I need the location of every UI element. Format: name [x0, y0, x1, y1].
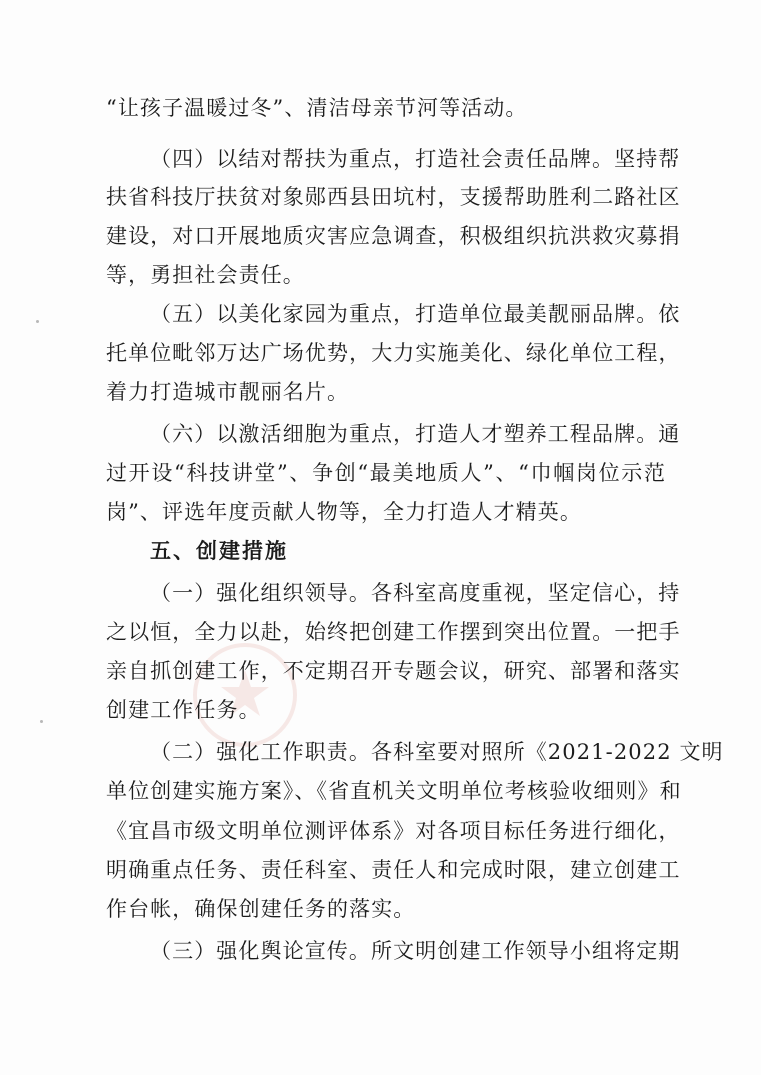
text-line-14: 之以恒，全力以赴，始终把创建工作摆到突出位置。一把手	[106, 620, 681, 644]
text-line-16: 创建工作任务。	[106, 698, 261, 722]
text-line-11: 岗”、评选年度贡献人物等，全力打造人才精英。	[106, 500, 582, 524]
scan-speck	[40, 720, 43, 723]
text-line-5: 等，勇担社会责任。	[106, 263, 305, 287]
text-line-21: 作台帐，确保创建任务的落实。	[106, 897, 416, 921]
faded-seal-stamp	[190, 640, 300, 750]
text-line-18: 单位创建实施方案》、《省直机关文明单位考核验收细则》和	[106, 779, 682, 803]
text-line-1: “让孩子温暖过冬”、清洁母亲节河等活动。	[106, 96, 528, 120]
section-heading: 五、创建措施	[150, 539, 288, 563]
text-line-9: （六）以激活细胞为重点，打造人才塑养工程品牌。通	[150, 422, 681, 446]
text-line-6: （五）以美化家园为重点，打造单位最美靓丽品牌。依	[150, 302, 681, 326]
text-line-3: 扶省科技厅扶贫对象郧西县田坑村，支援帮助胜利二路社区	[106, 185, 681, 209]
text-line-17: （二）强化工作职责。各科室要对照所《2021-2022 文明	[150, 740, 724, 764]
text-line-15: 亲自抓创建工作，不定期召开专题会议，研究、部署和落实	[106, 659, 681, 683]
scan-speck	[36, 320, 39, 323]
text-line-8: 着力打造城市靓丽名片。	[106, 380, 350, 404]
text-line-13: （一）强化组织领导。各科室高度重视，坚定信心，持	[150, 581, 681, 605]
text-line-4: 建设，对口开展地质灾害应急调查，积极组织抗洪救灾募捐	[106, 224, 681, 248]
text-line-22: （三）强化舆论宣传。所文明创建工作领导小组将定期	[150, 939, 681, 963]
text-line-7: 托单位毗邻万达广场优势，大力实施美化、绿化单位工程，	[106, 341, 681, 365]
text-line-19: 《宜昌市级文明单位测评体系》对各项目标任务进行细化，	[106, 819, 681, 843]
text-line-10: 过开设“科技讲堂”、争创“最美地质人”、“巾帼岗位示范	[106, 461, 666, 485]
text-line-20: 明确重点任务、责任科室、责任人和完成时限，建立创建工	[106, 858, 681, 882]
text-line-2: （四）以结对帮扶为重点，打造社会责任品牌。坚持帮	[150, 147, 681, 171]
